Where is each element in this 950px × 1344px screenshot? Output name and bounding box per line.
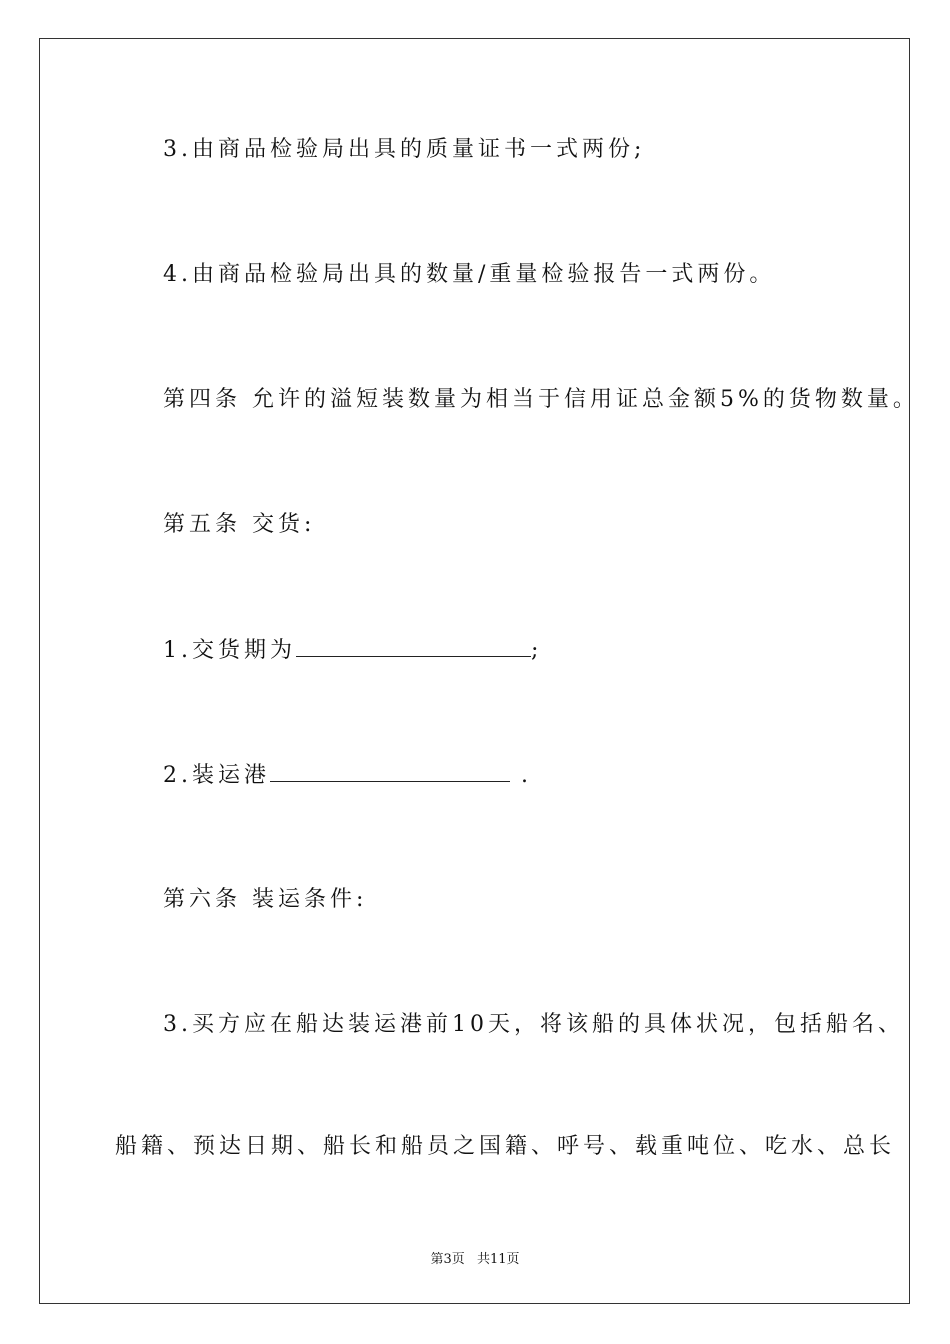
- delivery-period-blank[interactable]: [296, 636, 531, 657]
- item-quality-certificate: 3.由商品检验局出具的质量证书一式两份;: [163, 137, 646, 162]
- item-quantity-weight-report: 4.由商品检验局出具的数量/重量检验报告一式两份。: [163, 262, 776, 287]
- item-buyer-notice-line1: 3.买方应在船达装运港前10天，将该船的具体状况，包括船名、: [163, 1012, 904, 1037]
- page-footer: [0, 1248, 950, 1267]
- page-total: 共11页: [476, 1252, 520, 1267]
- item-buyer-notice-line2: 船籍、预达日期、船长和船员之国籍、呼号、载重吨位、吃水、总长: [115, 1134, 896, 1159]
- delivery-period-label: 1.交货期为: [163, 638, 296, 663]
- item-loading-port: [163, 761, 532, 790]
- article-four-tolerance: 第四条 允许的溢短装数量为相当于信用证总金额5%的货物数量。: [163, 387, 919, 412]
- article-five-heading: 第五条 交货:: [163, 512, 316, 537]
- page-border: [39, 38, 910, 1304]
- loading-port-suffix: .: [510, 763, 532, 788]
- loading-port-label: 2.装运港: [163, 763, 270, 788]
- article-six-heading: 第六条 装运条件:: [163, 887, 368, 912]
- item-delivery-period: [163, 636, 542, 665]
- delivery-period-suffix: ;: [531, 638, 543, 663]
- loading-port-blank[interactable]: [270, 761, 510, 782]
- page-number: 第3页: [430, 1252, 465, 1267]
